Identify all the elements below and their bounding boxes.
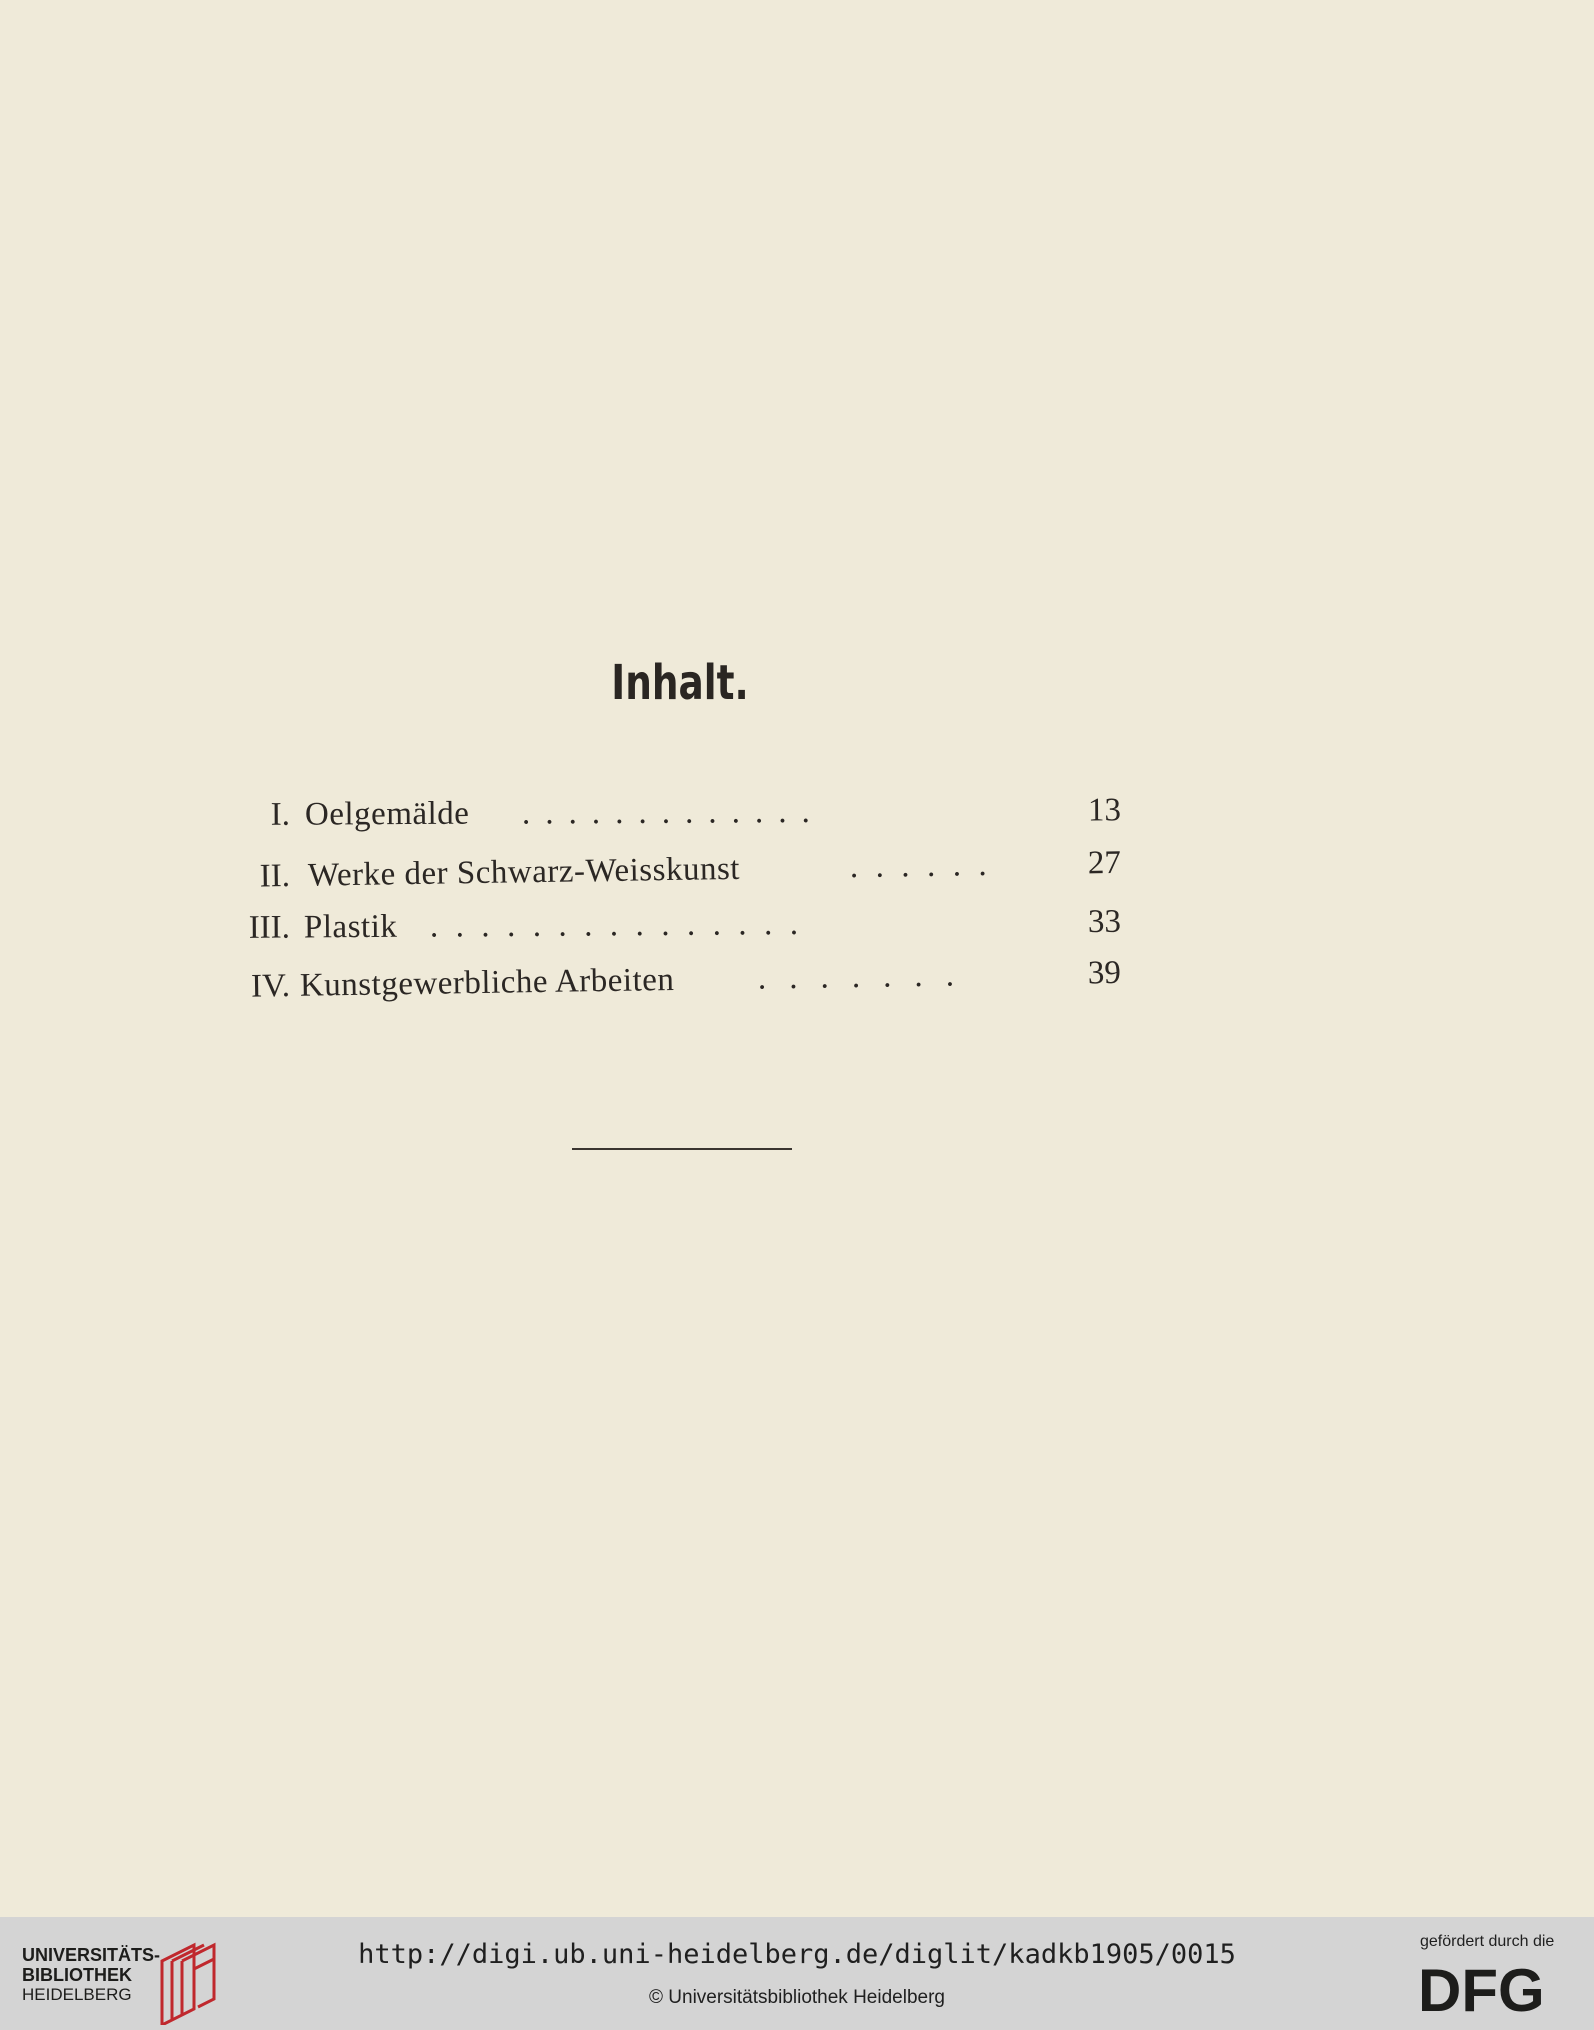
toc-label: Plastik: [303, 908, 398, 946]
book-stack-icon: [158, 1939, 222, 2025]
copyright-notice: © Universitätsbibliothek Heidelberg: [649, 1987, 945, 2008]
page-title: Inhalt.: [611, 655, 749, 711]
toc-leader: . . . . . .: [849, 846, 992, 886]
toc-label: Werke der Schwarz-Weisskunst: [307, 850, 741, 894]
toc-numeral: III.: [248, 909, 291, 946]
library-name-line2: BIBLIOTHEK: [22, 1965, 132, 1985]
funder-caption: gefördert durch die: [1420, 1933, 1555, 1950]
viewer-footer: [0, 1917, 1594, 2030]
university-library-logo[interactable]: [22, 1945, 252, 2025]
toc-page-number: 33: [1087, 903, 1122, 940]
toc-leader: . . . . . . . . . . . . .: [521, 793, 814, 832]
library-name-line1: UNIVERSITÄTS-: [22, 1945, 161, 1965]
toc-leader: . . . . . . . . . . . . . . .: [429, 905, 803, 945]
section-divider: [572, 1148, 792, 1150]
library-name-line3: HEIDELBERG: [22, 1985, 132, 2004]
toc-numeral: IV.: [250, 967, 291, 1005]
toc-label: Kunstgewerbliche Arbeiten: [299, 961, 675, 1004]
dfg-logo-text: DFG: [1418, 1961, 1545, 2017]
toc-leader: . . . . . . .: [757, 957, 962, 997]
toc-label: Oelgemälde: [304, 795, 470, 833]
toc-numeral: I.: [270, 796, 291, 833]
toc-page-number: 27: [1087, 844, 1122, 882]
dfg-logo-icon: [1418, 1961, 1570, 2017]
dfg-funding-logo[interactable]: [1410, 1931, 1580, 2021]
toc-page-number: 39: [1087, 954, 1122, 992]
toc-entry-1: [0, 790, 1594, 848]
toc-page-number: 13: [1087, 792, 1122, 829]
toc-numeral: II.: [259, 857, 291, 895]
permalink-url[interactable]: http://digi.ub.uni-heidelberg.de/diglit/kadkb1905/0015: [358, 1939, 1236, 1970]
